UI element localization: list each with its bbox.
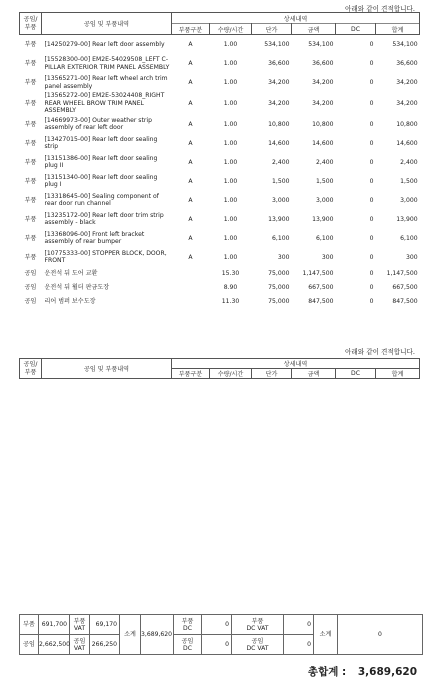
row-type: 공임	[24, 270, 37, 278]
summary-parts-vat-label: 부품 VAT	[70, 615, 90, 635]
row-description: [13368096-00] Front left bracket assembly of rear bumper	[44, 230, 145, 246]
row-qty: 1.00	[223, 120, 238, 128]
row-dc: 0	[369, 78, 374, 86]
summary-labor-dc-value: 0	[202, 635, 232, 655]
summary-labor-dc-label: 공임 DC	[174, 635, 202, 655]
row-type: 공임	[24, 284, 37, 292]
row-category: A	[188, 177, 193, 185]
row-dc: 0	[369, 40, 374, 48]
row-type: 공임	[24, 298, 37, 306]
row-dc: 0	[369, 298, 374, 306]
row-description: [14250279-00] Rear left door assembly	[44, 40, 165, 48]
row-dc: 0	[369, 270, 374, 278]
summary-subtotal-label: 소계	[120, 615, 141, 655]
table-row	[20, 134, 420, 153]
row-total: 1,500	[400, 177, 418, 185]
row-dc: 0	[369, 196, 374, 204]
blank-col-amount: 금액	[292, 369, 336, 379]
table-row	[20, 153, 420, 172]
row-qty: 11.30	[221, 298, 240, 306]
summary-parts-dc-vat-value: 0	[284, 615, 314, 635]
table-row	[20, 92, 420, 115]
row-category: A	[188, 253, 193, 261]
row-unit-price: 534,100	[264, 40, 290, 48]
table-row	[20, 210, 420, 229]
row-category: A	[188, 99, 193, 107]
row-category	[172, 295, 210, 309]
estimate-table	[19, 12, 420, 309]
summary-parts-vat-value: 69,170	[90, 615, 120, 635]
estimate-note-top: 아래와 같이 견적합니다.	[345, 5, 415, 13]
row-category: A	[188, 215, 193, 223]
row-total: 34,200	[396, 99, 418, 107]
estimate-note-middle: 아래와 같이 견적합니다.	[345, 348, 415, 356]
row-category: A	[188, 78, 193, 86]
summary-parts-dc-vat-label: 부품 DC VAT	[232, 615, 284, 635]
summary-labor-dc-vat-value: 0	[284, 635, 314, 655]
blank-header-desc: 공임 및 부품내역	[42, 359, 172, 379]
row-unit-price: 13,900	[268, 215, 290, 223]
row-description: [14669973-00] Outer weather strip assembly of rear left door	[44, 116, 152, 132]
table-row	[20, 191, 420, 210]
row-total: 667,500	[392, 284, 418, 292]
row-total: 34,200	[396, 78, 418, 86]
row-unit-price: 1,500	[272, 177, 290, 185]
row-qty: 1.00	[223, 59, 238, 67]
summary-labor-vat-value: 266,250	[90, 635, 120, 655]
header-col-category: 부품구분	[172, 24, 210, 35]
row-unit-price: 6,100	[272, 234, 290, 242]
table-row	[20, 248, 420, 267]
table-row	[20, 229, 420, 248]
estimate-rows	[20, 35, 420, 309]
row-unit-price: 300	[277, 253, 290, 261]
row-category: A	[188, 59, 193, 67]
row-total: 534,100	[392, 40, 418, 48]
row-type: 부품	[24, 40, 37, 48]
grand-total	[308, 664, 417, 679]
row-qty: 15.30	[221, 270, 240, 278]
row-total: 10,800	[396, 120, 418, 128]
row-unit-price: 75,000	[268, 298, 290, 306]
row-unit-price: 75,000	[268, 270, 290, 278]
row-unit-price: 2,400	[272, 158, 290, 166]
row-qty: 1.00	[223, 253, 238, 261]
row-dc: 0	[369, 284, 374, 292]
row-qty: 1.00	[223, 215, 238, 223]
header-detail: 상세내역	[172, 13, 420, 24]
summary-labor-label: 공임	[20, 635, 39, 655]
row-amount: 13,900	[312, 215, 334, 223]
row-category	[172, 267, 210, 281]
row-unit-price: 3,000	[272, 196, 290, 204]
row-amount: 36,600	[312, 59, 334, 67]
row-description: [13151386-00] Rear left door sealing plug II	[44, 154, 158, 170]
row-category: A	[188, 120, 193, 128]
header-desc: 공임 및 부품내역	[42, 13, 172, 35]
table-row	[20, 115, 420, 134]
row-amount: 3,000	[316, 196, 334, 204]
row-amount: 300	[321, 253, 334, 261]
row-total: 3,000	[400, 196, 418, 204]
row-dc: 0	[369, 120, 374, 128]
row-category: A	[188, 234, 193, 242]
row-qty: 1.00	[223, 234, 238, 242]
row-dc: 0	[369, 59, 374, 67]
summary-parts-dc-value: 0	[202, 615, 232, 635]
summary-parts-label: 부품	[20, 615, 39, 635]
row-type: 부품	[24, 158, 37, 166]
row-description: [13235172-00] Rear left door trim strip assembly - black	[44, 211, 164, 227]
row-unit-price: 34,200	[268, 78, 290, 86]
header-col-amount: 금액	[292, 24, 336, 35]
row-type: 부품	[24, 196, 37, 204]
row-category: A	[188, 139, 193, 147]
row-amount: 534,100	[308, 40, 334, 48]
row-qty: 1.00	[223, 158, 238, 166]
table-row	[20, 281, 420, 295]
row-qty: 8.90	[223, 284, 238, 292]
row-qty: 1.00	[223, 196, 238, 204]
row-description: [13427015-00] Rear left door sealing strip	[44, 135, 158, 151]
header-type: 공임/ 부품	[20, 13, 42, 35]
row-amount: 2,400	[316, 158, 334, 166]
row-total: 1,147,500	[386, 270, 418, 278]
header-col-qty: 수량/시간	[210, 24, 252, 35]
blank-header-type: 공임/ 부품	[20, 359, 42, 379]
row-amount: 14,600	[312, 139, 334, 147]
row-dc: 0	[369, 234, 374, 242]
row-dc: 0	[369, 139, 374, 147]
row-amount: 34,200	[312, 99, 334, 107]
summary-parts-value: 691,700	[39, 615, 70, 635]
row-category: A	[188, 158, 193, 166]
row-type: 부품	[24, 177, 37, 185]
row-amount: 1,147,500	[302, 270, 334, 278]
row-category	[172, 281, 210, 295]
table-row	[20, 295, 420, 309]
row-category: A	[188, 40, 193, 48]
row-description: [13565272-00] EM2E-53024408_RIGHT REAR WHEEL BROW TRIM PANEL ASSEMBLY	[44, 92, 165, 115]
summary-labor-value: 2,662,500	[39, 635, 70, 655]
summary-labor-vat-label: 공임 VAT	[70, 635, 90, 655]
row-amount: 6,100	[316, 234, 334, 242]
row-total: 300	[405, 253, 418, 261]
row-unit-price: 34,200	[268, 99, 290, 107]
row-type: 부품	[24, 215, 37, 223]
grand-total-label: 총합계 :	[307, 666, 347, 678]
row-total: 2,400	[400, 158, 418, 166]
row-type: 부품	[24, 99, 37, 107]
row-qty: 1.00	[223, 99, 238, 107]
row-qty: 1.00	[223, 177, 238, 185]
row-total: 13,900	[396, 215, 418, 223]
row-total: 847,500	[392, 298, 418, 306]
row-dc: 0	[369, 253, 374, 261]
summary-subtotal2-value: 0	[338, 615, 423, 655]
row-amount: 1,500	[316, 177, 334, 185]
row-total: 14,600	[396, 139, 418, 147]
row-unit-price: 75,000	[268, 284, 290, 292]
summary-subtotal-value: 3,689,620	[141, 615, 174, 655]
row-dc: 0	[369, 158, 374, 166]
row-unit-price: 14,600	[268, 139, 290, 147]
summary-table	[19, 614, 423, 655]
row-description: 리어 범퍼 보수도장	[44, 298, 96, 306]
row-total: 6,100	[400, 234, 418, 242]
row-type: 부품	[24, 139, 37, 147]
row-qty: 1.00	[223, 40, 238, 48]
summary-subtotal2-label: 소계	[314, 615, 338, 655]
blank-estimate-table	[19, 358, 420, 379]
table-row	[20, 73, 420, 92]
row-amount: 847,500	[308, 298, 334, 306]
row-type: 부품	[24, 120, 37, 128]
table-row	[20, 172, 420, 191]
row-unit-price: 10,800	[268, 120, 290, 128]
row-dc: 0	[369, 99, 374, 107]
header-col-unit: 단가	[252, 24, 292, 35]
row-qty: 1.00	[223, 139, 238, 147]
row-dc: 0	[369, 215, 374, 223]
table-row	[20, 54, 420, 73]
grand-total-value: 3,689,620	[357, 666, 417, 678]
row-qty: 1.00	[223, 78, 238, 86]
row-type: 부품	[24, 59, 37, 67]
row-category: A	[188, 196, 193, 204]
blank-col-category: 부품구분	[172, 369, 210, 379]
row-description: 운전석 뒤 도어 교환	[44, 270, 98, 278]
row-description: [15528300-00] EM2E-54029508_LEFT C-PILLAR EXTERIOR TRIM PANEL ASSEMBLY	[44, 55, 170, 71]
row-dc: 0	[369, 177, 374, 185]
row-description: 운전석 뒤 휠더 판금도장	[44, 284, 110, 292]
blank-col-total: 합계	[376, 369, 420, 379]
row-type: 부품	[24, 234, 37, 242]
row-description: [13151340-00] Rear left door sealing plug I	[44, 173, 158, 189]
row-type: 부품	[24, 78, 37, 86]
row-unit-price: 36,600	[268, 59, 290, 67]
summary-parts-dc-label: 부품 DC	[174, 615, 202, 635]
row-amount: 667,500	[308, 284, 334, 292]
row-amount: 10,800	[312, 120, 334, 128]
table-row	[20, 35, 420, 55]
blank-col-dc: DC	[336, 369, 376, 379]
blank-col-unit: 단가	[252, 369, 292, 379]
row-description: [13565271-00] Rear left wheel arch trim panel assembly	[44, 74, 168, 90]
row-description: [10775333-00] STOPPER BLOCK, DOOR, FRONT	[44, 249, 167, 265]
summary-labor-dc-vat-label: 공임 DC VAT	[232, 635, 284, 655]
table-row	[20, 267, 420, 281]
blank-header-detail: 상세내역	[172, 359, 420, 369]
blank-col-qty: 수량/시간	[210, 369, 252, 379]
row-description: [13318645-00] Sealing component of rear door run channel	[44, 192, 159, 208]
row-total: 36,600	[396, 59, 418, 67]
header-col-total: 합계	[376, 24, 420, 35]
row-type: 부품	[24, 253, 37, 261]
header-col-dc: DC	[336, 24, 376, 35]
row-amount: 34,200	[312, 78, 334, 86]
